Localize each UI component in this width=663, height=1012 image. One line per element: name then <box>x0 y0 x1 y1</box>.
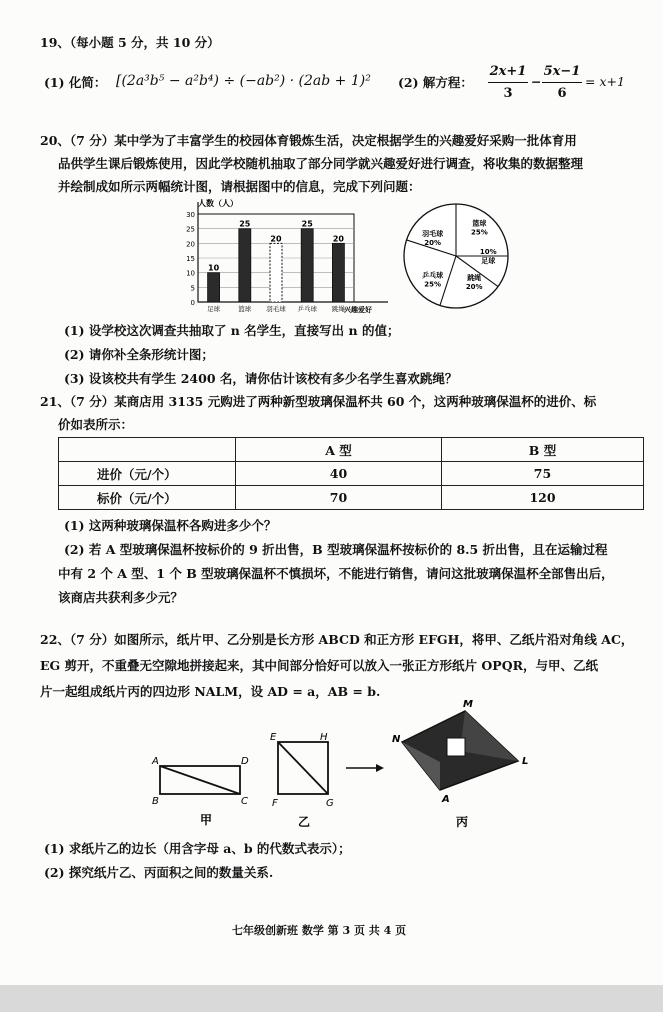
q19-heading: 19、（每小题 5 分，共 10 分） <box>40 35 220 50</box>
pie-chart-slice-value: 足球 <box>481 257 496 265</box>
q20-line3: 并绘制成如所示两幅统计图，请根据图中的信息，完成下列问题： <box>58 179 421 194</box>
bar-chart-bar <box>270 243 282 302</box>
arrow-icon <box>346 764 384 772</box>
price-table <box>58 437 644 510</box>
pie-chart-slice-value: 20% <box>465 283 483 291</box>
bar-chart-bar <box>301 229 313 302</box>
figure-jia <box>151 756 249 827</box>
table-cell: 标价（元/个） <box>59 486 236 510</box>
table-header-cell: B 型 <box>442 438 644 462</box>
bar-chart-category-label: 足球 <box>207 305 221 313</box>
bar-chart-ylabel: 人数（人） <box>198 199 238 208</box>
q20-part2: (2) 请你补全条形统计图； <box>64 347 214 362</box>
bar-chart-category-label: 跳绳 <box>331 305 345 313</box>
bar-chart-bar <box>208 273 220 302</box>
label-jia: 甲 <box>200 813 213 827</box>
pie-chart-slice-label: 乒乓球 <box>422 271 444 280</box>
bar-chart-ytick: 0 <box>190 299 195 307</box>
label-F: F <box>272 798 278 809</box>
pie-chart-slice-value: 25% <box>424 280 441 289</box>
pie-chart <box>398 200 518 312</box>
table-header-cell <box>59 438 236 462</box>
figure-bing <box>392 699 528 829</box>
q19-equation-rhs: = x+1 <box>585 74 625 89</box>
label-B: B <box>152 796 159 807</box>
bar-chart-data-label: 20 <box>332 234 344 244</box>
table-cell: 120 <box>442 486 644 510</box>
bar-chart-data-label: 10 <box>208 263 220 273</box>
q20-part1: (1) 设学校这次调查共抽取了 n 名学生，直接写出 n 的值； <box>64 323 400 338</box>
viewer-bottom-bar <box>0 985 663 1012</box>
q22-line3: 片一起组成纸片丙的四边形 NALM，设 AD = a，AB = b. <box>40 684 381 699</box>
bar-chart-ytick: 20 <box>186 240 195 249</box>
table-row <box>59 486 644 510</box>
page-footer: 七年级创新班 数学 第 3 页 共 4 页 <box>232 924 407 937</box>
q21-part2-line1: (2) 若 A 型玻璃保温杯按标价的 9 折出售，B 型玻璃保温杯按标价的 8.5 折出售，且在运输过程 <box>64 542 608 557</box>
label-bing: 丙 <box>456 815 469 829</box>
pie-chart-slice-label: 10% <box>479 248 497 256</box>
table-cell: 进价（元/个） <box>59 462 236 486</box>
q19-fraction1-numerator: 2x+1 <box>489 64 527 79</box>
bar-chart-data-label: 25 <box>301 219 313 229</box>
table-header-row <box>59 438 644 462</box>
table-row <box>59 462 644 486</box>
q19-fraction1-bar <box>488 82 528 83</box>
bar-chart-ytick: 25 <box>186 225 195 234</box>
label-A: A <box>152 756 159 767</box>
table-cell: 40 <box>236 462 442 486</box>
label-G: G <box>326 798 334 809</box>
bar-chart-ytick: 10 <box>186 269 195 278</box>
label-yi: 乙 <box>298 815 311 829</box>
table-cell: 75 <box>442 462 644 486</box>
label-N: N <box>392 734 401 745</box>
q19-fraction2-numerator: 5x−1 <box>543 64 581 79</box>
bar-chart-data-label: 25 <box>239 219 251 229</box>
bar-chart-ytick: 15 <box>186 255 195 263</box>
q19-part2-label: (2) 解方程： <box>398 75 473 90</box>
q19-part1-label: (1) 化简： <box>44 75 107 90</box>
q22-figures <box>140 696 540 836</box>
figure-yi <box>270 732 334 829</box>
bar-chart-category-label: 羽毛球 <box>266 305 286 313</box>
label-L: L <box>522 756 529 767</box>
q20-part3: (3) 设该校共有学生 2400 名，请你估计该校有多少名学生喜欢跳绳？ <box>64 371 458 386</box>
q21-line2: 价如表所示： <box>58 417 134 432</box>
bar-chart-bar <box>332 243 344 302</box>
q19-fraction2-denominator: 6 <box>557 86 567 101</box>
table-cell: 70 <box>236 486 442 510</box>
table-header-cell: A 型 <box>236 438 442 462</box>
bar-chart-bar <box>239 229 251 302</box>
q22-part1: (1) 求纸片乙的边长（用含字母 a、b 的代数式表示）； <box>44 841 351 856</box>
q22-part2: (2) 探究纸片乙、丙面积之间的数量关系. <box>44 865 274 880</box>
bar-chart-data-label: 20 <box>270 234 282 244</box>
bar-chart-ytick: 5 <box>190 284 195 293</box>
q21-line1: 21、（7 分）某商店用 3135 元购进了两种新型玻璃保温杯共 60 个，这两种玻璃保温杯的进价、标 <box>40 394 597 409</box>
bar-chart-category-label: 乒乓球 <box>297 305 317 313</box>
bar-chart <box>176 198 396 318</box>
q21-part2-line2: 中有 2 个 A 型、1 个 B 型玻璃保温杯不慎损坏，不能进行销售，请问这批玻璃保温杯全部售出后， <box>58 566 614 581</box>
q19-part1-expression: [(2a³b⁵ − a²b⁴) ÷ (−ab²) · (2ab + 1)² <box>116 73 371 89</box>
q19-minus-sign: − <box>531 74 542 89</box>
bar-chart-category-label: 篮球 <box>238 305 252 313</box>
q20-line2: 品供学生课后锻炼使用，因此学校随机抽取了部分同学就兴趣爱好进行调查，将收集的数据整理 <box>58 156 584 171</box>
q21-part1: (1) 这两种玻璃保温杯各购进多少个？ <box>64 518 277 533</box>
pie-chart-slice-label: 跳绳 <box>467 274 482 282</box>
q19-fraction1-denominator: 3 <box>503 86 513 101</box>
bar-chart-ytick: 30 <box>186 211 195 219</box>
q22-line2: EG 剪开，不重叠无空隙地拼接起来，其中间部分恰好可以放入一张正方形纸片 OPQR，与甲、乙纸 <box>40 658 598 673</box>
label-H: H <box>320 732 328 743</box>
q21-part2-line3: 该商店共获利多少元？ <box>58 590 184 605</box>
label-M: M <box>463 699 473 710</box>
label-A-bing: A <box>442 794 450 805</box>
q19-fraction2-bar <box>542 82 582 83</box>
label-C: C <box>241 796 248 807</box>
label-E: E <box>270 732 277 743</box>
bar-chart-xlabel: 兴趣爱好 <box>344 306 372 314</box>
pie-chart-slice-label: 羽毛球 <box>422 229 444 238</box>
pie-chart-slice-value: 20% <box>424 238 441 247</box>
label-D: D <box>241 756 249 767</box>
q20-line1: 20、（7 分）某中学为了丰富学生的校园体育锻炼生活，决定根据学生的兴趣爱好采购一批体育用 <box>40 133 577 148</box>
pie-chart-slice-value: 25% <box>471 228 488 237</box>
q22-line1: 22、（7 分）如图所示，纸片甲、乙分别是长方形 ABCD 和正方形 EFGH，将甲、乙纸片沿对角线 AC， <box>40 632 634 647</box>
pie-chart-slice-label: 篮球 <box>472 219 487 228</box>
